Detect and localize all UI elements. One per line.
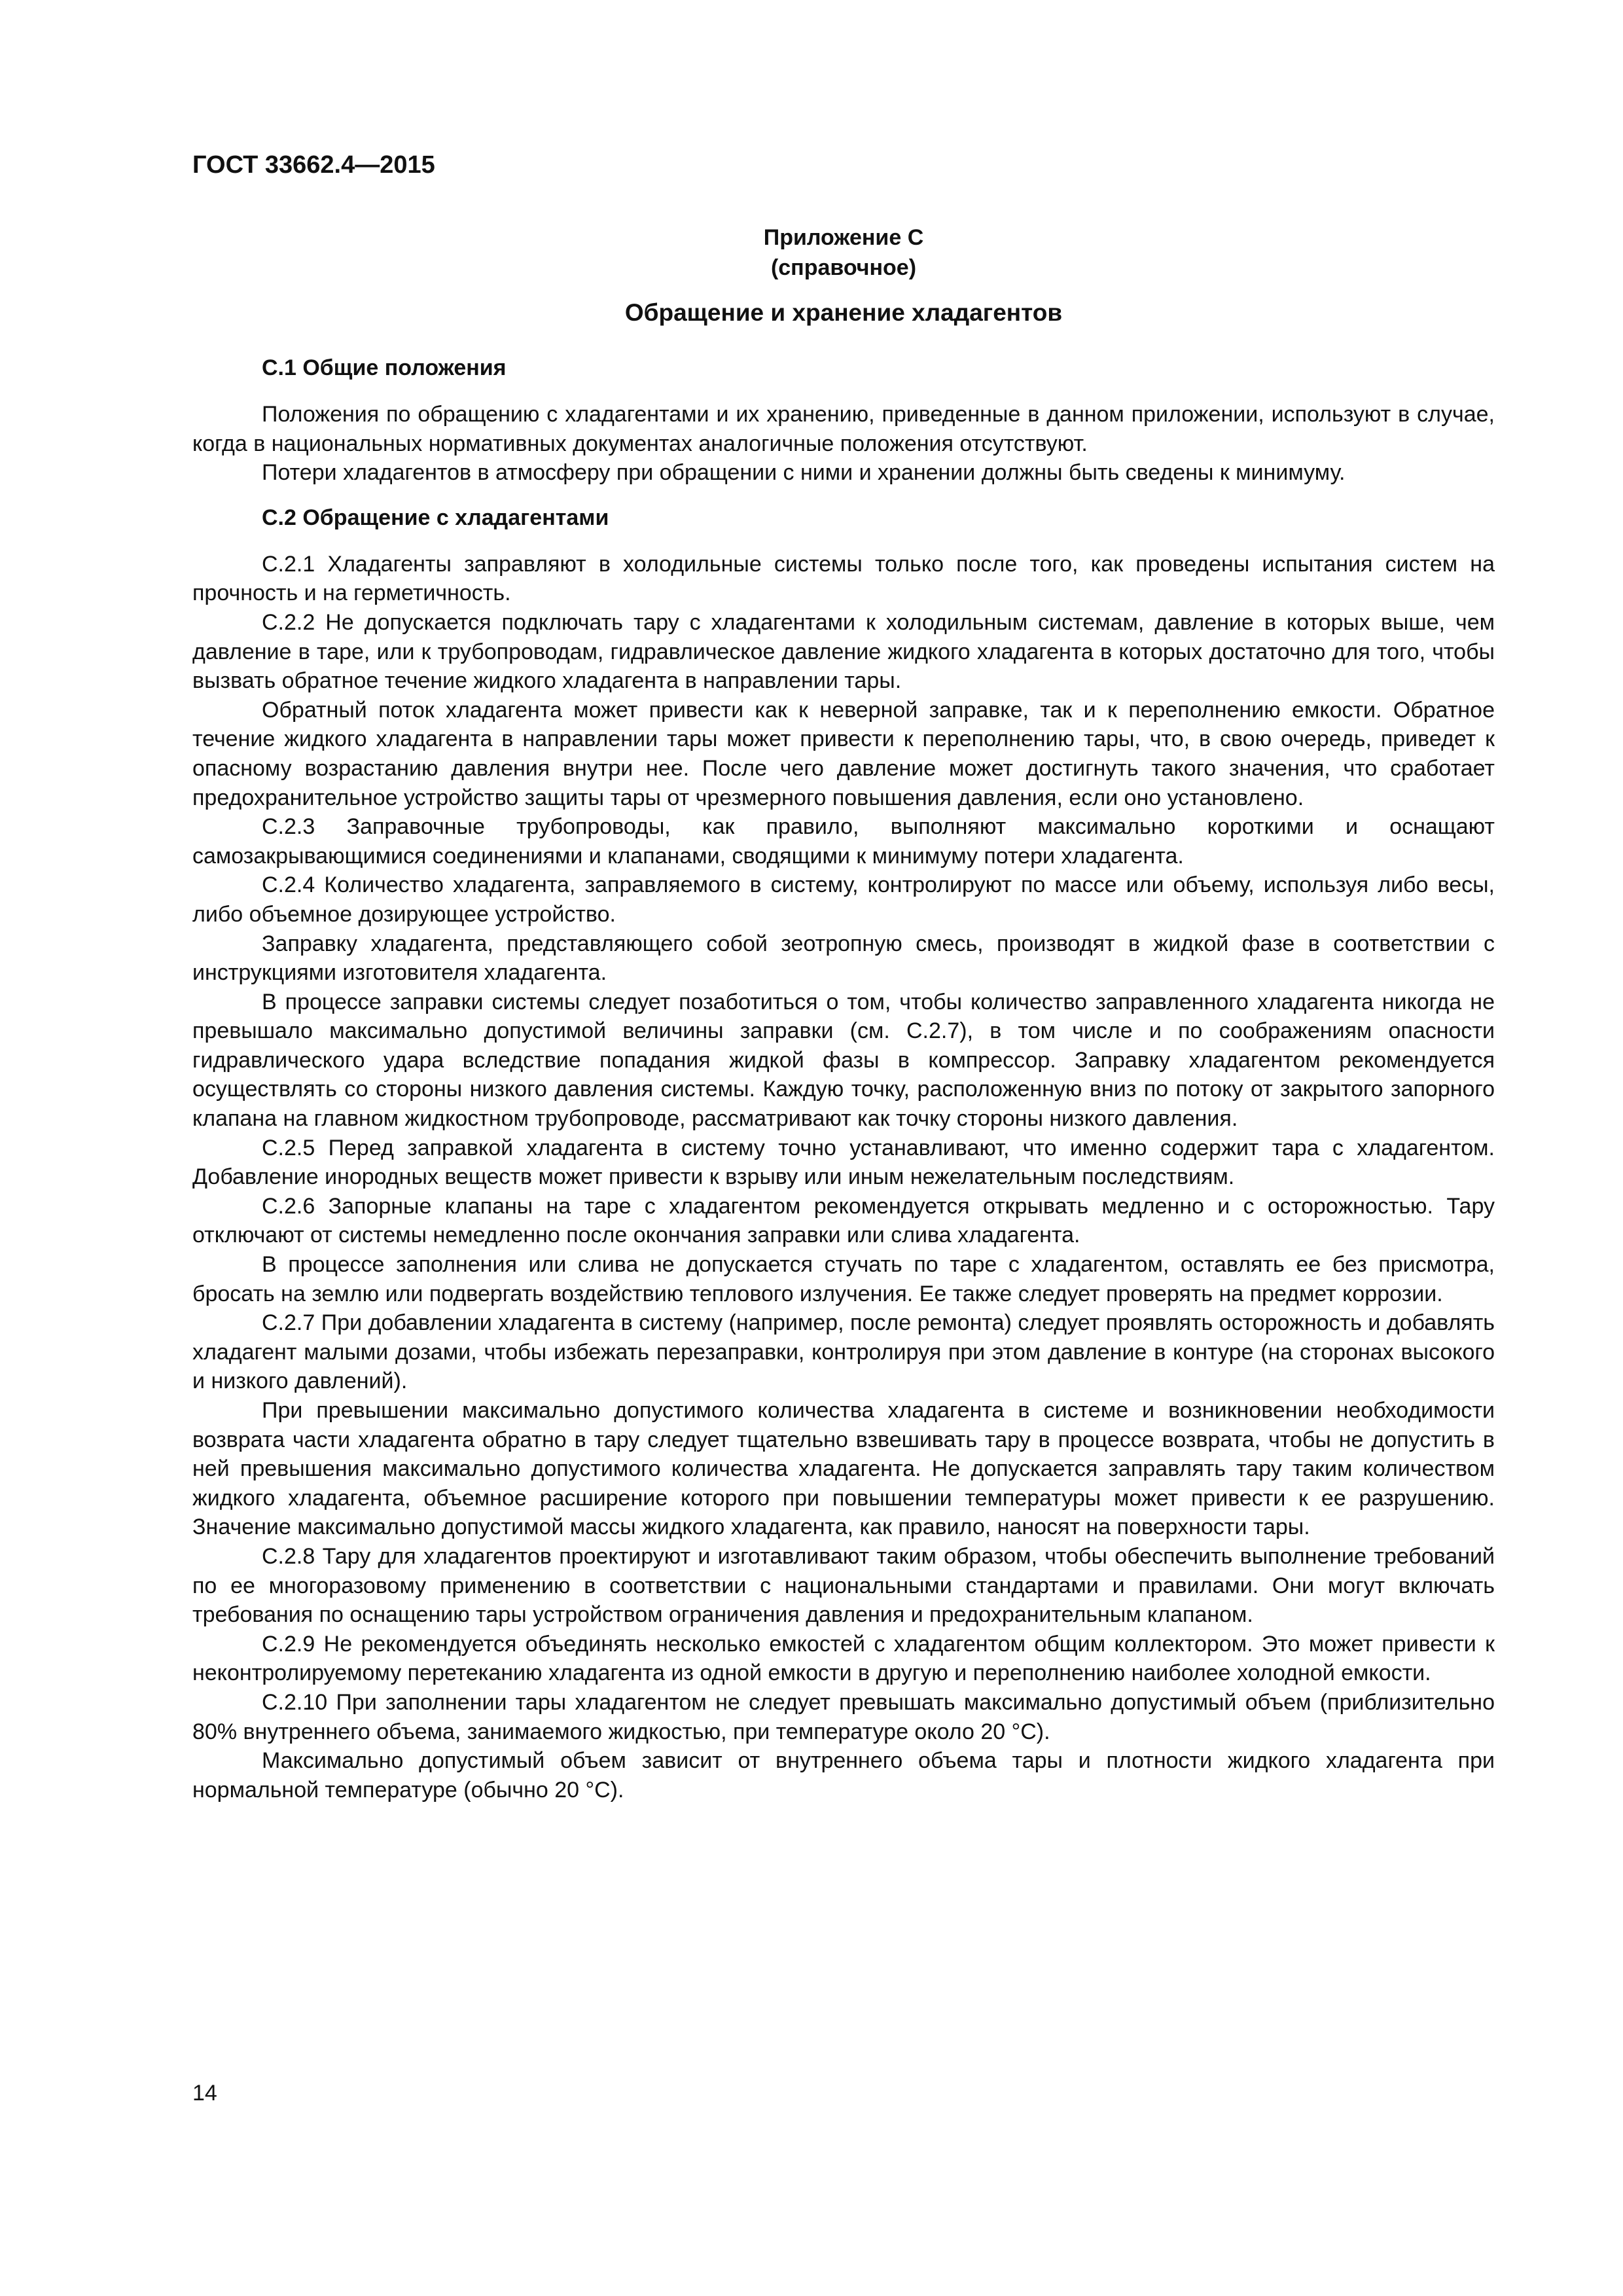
paragraph: В процессе заправки системы следует позаботиться о том, чтобы количество заправленного хладагента никогда не превышало максимально допустимой величины заправки (см. С.2.7), в том числе и по соображениям опасности гидравлического удара вследствие попадания жидкой фазы в компрессор. Заправку хладагентом рекомендуется осуществлять со стороны низкого давления системы. Каждую точку, расположенную вниз по потоку от закрытого запорного клапана на главном жидкостном трубопроводе, рассматривают как точку стороны низкого давления.: [192, 989, 1495, 1132]
document-standard-id: ГОСТ 33662.4—2015: [192, 151, 435, 179]
paragraph: В процессе заполнения или слива не допускается стучать по таре с хладагентом, оставлять ее без присмотра, бросать на землю или подвергать воздействию теплового излучения. Ее также следует проверять на предмет коррозии.: [192, 1252, 1495, 1306]
paragraph: С.2.9 Не рекомендуется объединять несколько емкостей с хладагентом общим коллектором. Это может привести к неконтролируемому перетеканию хладагента из одной емкости в другую и переполнению наиболее холодной емкости.: [192, 1631, 1495, 1686]
paragraph: Положения по обращению с хладагентами и их хранению, приведенные в данном приложении, используют в случае, когда в национальных нормативных документах аналогичные положения отсутствуют.: [192, 402, 1495, 456]
section-heading-handling: С.2 Обращение с хладагентами: [262, 505, 609, 530]
page-content: [192, 223, 1495, 1804]
paragraph: С.2.3 Заправочные трубопроводы, как правило, выполняют максимально короткими и оснащают самозакрывающимися соединениями и клапанами, сводящими к минимуму потери хладагента.: [192, 814, 1495, 869]
appendix-label: Приложение С: [763, 225, 924, 250]
paragraph: Потери хладагентов в атмосферу при обращении с ними и хранении должны быть сведены к минимуму.: [262, 460, 1346, 486]
paragraph: С.2.2 Не допускается подключать тару с хладагентами к холодильным системам, давление в которых выше, чем давление в таре, или к трубопроводам, гидравлическое давление жидкого хладагента в которых достаточно для того, чтобы вызвать обратное течение жидкого хладагента в направлении тары.: [192, 609, 1495, 694]
paragraph: С.2.6 Запорные клапаны на таре с хладагентом рекомендуется открывать медленно и с осторожностью. Тару отключают от системы немедленно после окончания заправки или слива хладагента.: [192, 1193, 1495, 1248]
paragraph: Заправку хладагента, представляющего собой зеотропную смесь, производят в жидкой фазе в соответствии с инструкциями изготовителя хладагента.: [192, 931, 1495, 986]
paragraph: Обратный поток хладагента может привести как к неверной заправке, так и к переполнению емкости. Обратное течение жидкого хладагента в направлении тары может привести к переполнению тары, что, в свою очередь, приведет к опасному возрастанию давления внутри нее. После чего давление может достигнуть такого значения, что сработает предохранительное устройство защиты тары от чрезмерного повышения давления, если оно установлено.: [192, 697, 1495, 810]
paragraph: С.2.4 Количество хладагента, заправляемого в систему, контролируют по массе или объему, используя либо весы, либо объемное дозирующее устройство.: [192, 872, 1495, 927]
paragraph: Максимально допустимый объем зависит от внутреннего объема тары и плотности жидкого хладагента при нормальной температуре (обычно 20 °С).: [192, 1748, 1495, 1803]
paragraph: С.2.8 Тару для хладагентов проектируют и изготавливают таким образом, чтобы обеспечить выполнение требований по ее многоразовому применению в соответствии с национальными стандартами и правилами. Они могут включать требования по оснащению тары устройством ограничения давления и предохранительным клапаном.: [192, 1543, 1495, 1628]
paragraph: С.2.10 При заполнении тары хладагентом не следует превышать максимально допустимый объем (приблизительно 80% внутреннего объема, занимаемого жидкостью, при температуре около 20 °С).: [192, 1689, 1495, 1744]
paragraph: При превышении максимально допустимого количества хладагента в системе и возникновении необходимости возврата части хладагента обратно в тару следует тщательно взвешивать тару в процессе возврата, чтобы не допустить в ней превышения максимально допустимого количества хладагента. Не допускается заправлять тару таким количеством жидкого хладагента, объемное расширение которого при повышении температуры может привести к ее разрушению. Значение максимально допустимой массы жидкого хладагента, как правило, наносят на поверхности тары.: [192, 1398, 1495, 1540]
appendix-kind: (справочное): [770, 255, 917, 280]
page-number: 14: [192, 2081, 217, 2106]
section-heading-general: С.1 Общие положения: [262, 355, 507, 380]
appendix-title: Обращение и хранение хладагентов: [624, 299, 1063, 326]
paragraph: С.2.1 Хладагенты заправляют в холодильные системы только после того, как проведены испытания систем на прочность и на герметичность.: [192, 551, 1495, 606]
paragraph: С.2.7 При добавлении хладагента в систему (например, после ремонта) следует проявлять осторожность и добавлять хладагент малыми дозами, чтобы избежать перезаправки, контролируя при этом давление в контуре (на сторонах высокого и низкого давлений).: [192, 1310, 1495, 1394]
paragraph: С.2.5 Перед заправкой хладагента в систему точно устанавливают, что именно содержит тара с хладагентом. Добавление инородных веществ может привести к взрыву или иным нежелательным последствиям.: [192, 1135, 1495, 1190]
spacer: [192, 488, 1495, 503]
